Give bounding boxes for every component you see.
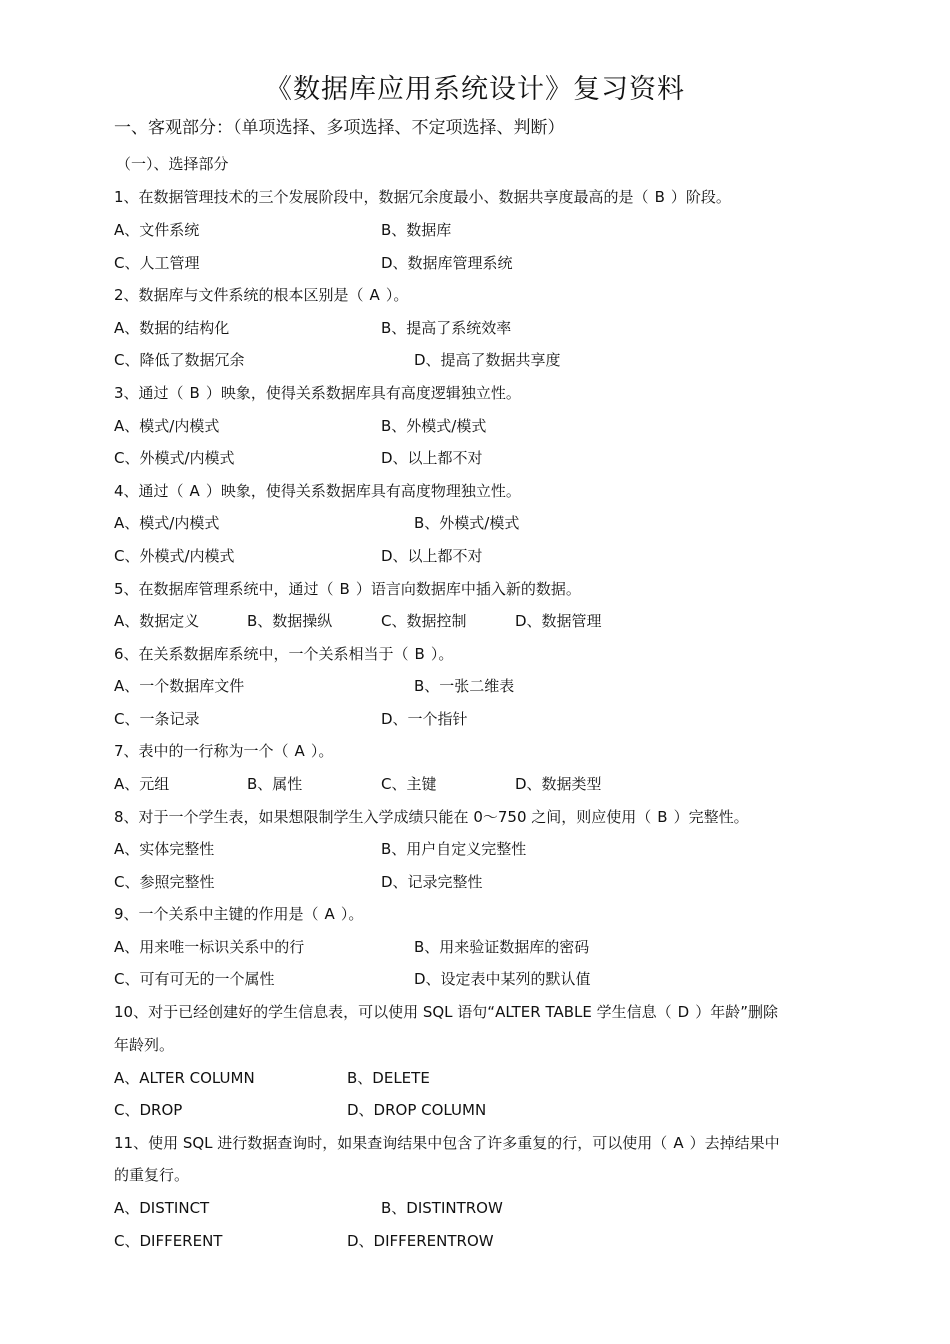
question-text: 10、对于已经创建好的学生信息表，可以使用 SQL 语句“ALTER TABLE 学生信息（ (114, 1003, 672, 1021)
question-10-continued: 年龄列。 (114, 1036, 175, 1054)
option-b: B、外模式/模式 (414, 514, 520, 532)
question-text-end: ）年龄”删除 (695, 1003, 778, 1021)
answer: A (673, 1134, 684, 1152)
option-a: A、实体完整性 (114, 840, 215, 858)
option-a: A、元组 (114, 775, 170, 793)
option-c: C、人工管理 (114, 254, 200, 272)
question-11 (114, 1132, 854, 1154)
option-d: D、设定表中某列的默认值 (414, 970, 591, 988)
answer: B (414, 645, 425, 663)
option-c: C、参照完整性 (114, 873, 215, 891)
answer: B (339, 580, 350, 598)
option-a: A、一个数据库文件 (114, 677, 245, 695)
question-text: 7、表中的一行称为一个（ (114, 742, 289, 760)
question-text-end: ）映象，使得关系数据库具有高度物理独立性。 (205, 482, 521, 500)
question-text-end: ）。 (385, 286, 409, 304)
section-heading: 一、客观部分：（单项选择、多项选择、不定项选择、判断） (114, 118, 565, 138)
option-c: C、DROP (114, 1101, 183, 1119)
option-d: D、一个指针 (381, 710, 468, 728)
question-text-end: ）语言向数据库中插入新的数据。 (355, 580, 581, 598)
question-8 (114, 806, 854, 828)
question-text: 2、数据库与文件系统的根本区别是（ (114, 286, 364, 304)
option-c: C、DIFFERENT (114, 1232, 223, 1250)
option-b: B、用户自定义完整性 (381, 840, 527, 858)
question-7 (114, 740, 854, 762)
question-text: 9、一个关系中主键的作用是（ (114, 905, 319, 923)
question-text: 5、在数据库管理系统中，通过（ (114, 580, 334, 598)
question-text-end: ）阶段。 (670, 188, 731, 206)
option-d: D、数据库管理系统 (381, 254, 513, 272)
option-d: D、数据管理 (515, 612, 602, 630)
option-d: D、DROP COLUMN (347, 1101, 487, 1119)
option-c: C、主键 (381, 775, 437, 793)
question-text: 3、通过（ (114, 384, 184, 402)
question-text: 4、通过（ (114, 482, 184, 500)
option-b: B、数据库 (381, 221, 452, 239)
option-a: A、文件系统 (114, 221, 200, 239)
question-6 (114, 643, 854, 665)
option-c: C、外模式/内模式 (114, 547, 235, 565)
option-c: C、降低了数据冗余 (114, 351, 245, 369)
question-2 (114, 284, 854, 306)
answer: A (189, 482, 200, 500)
question-text: 6、在关系数据库系统中，一个关系相当于（ (114, 645, 409, 663)
option-c: C、可有可无的一个属性 (114, 970, 275, 988)
option-d: D、以上都不对 (381, 547, 483, 565)
question-5 (114, 578, 854, 600)
question-text: 1、在数据管理技术的三个发展阶段中，数据冗余度最小、数据共享度最高的是（ (114, 188, 649, 206)
option-d: D、提高了数据共享度 (414, 351, 561, 369)
option-b: B、DISTINTROW (381, 1199, 503, 1217)
question-10 (114, 1001, 854, 1023)
question-3 (114, 382, 854, 404)
question-1 (114, 186, 854, 208)
question-text: 8、对于一个学生表，如果想限制学生入学成绩只能在 0～750 之间，则应使用（ (114, 808, 652, 826)
option-b: B、数据操纵 (247, 612, 333, 630)
option-d: D、数据类型 (515, 775, 602, 793)
answer: D (677, 1003, 690, 1021)
option-c: C、一条记录 (114, 710, 200, 728)
answer: A (324, 905, 335, 923)
option-b: B、外模式/模式 (381, 417, 487, 435)
question-text-end: ）。 (430, 645, 454, 663)
option-b: B、属性 (247, 775, 303, 793)
question-text-end: ）。 (340, 905, 364, 923)
option-a: A、数据的结构化 (114, 319, 230, 337)
answer: B (657, 808, 668, 826)
option-d: D、DIFFERENTROW (347, 1232, 494, 1250)
subsection-heading: （一）、选择部分 (116, 155, 229, 173)
option-a: A、模式/内模式 (114, 514, 220, 532)
answer: A (369, 286, 380, 304)
question-4 (114, 480, 854, 502)
option-a: A、用来唯一标识关系中的行 (114, 938, 305, 956)
option-a: A、数据定义 (114, 612, 200, 630)
option-d: D、以上都不对 (381, 449, 483, 467)
answer: B (654, 188, 665, 206)
option-b: B、DELETE (347, 1069, 430, 1087)
question-text-end: ）。 (310, 742, 334, 760)
option-c: C、数据控制 (381, 612, 467, 630)
option-a: A、ALTER COLUMN (114, 1069, 255, 1087)
option-b: B、一张二维表 (414, 677, 515, 695)
question-text-end: ）去掉结果中 (689, 1134, 780, 1152)
question-text: 11、使用 SQL 进行数据查询时，如果查询结果中包含了许多重复的行，可以使用（ (114, 1134, 668, 1152)
page-title: 《数据库应用系统设计》复习资料 (265, 74, 685, 105)
option-d: D、记录完整性 (381, 873, 483, 891)
option-b: B、用来验证数据库的密码 (414, 938, 590, 956)
option-a: A、DISTINCT (114, 1199, 210, 1217)
question-text-end: ）完整性。 (673, 808, 749, 826)
answer: B (189, 384, 200, 402)
question-text-end: ）映象，使得关系数据库具有高度逻辑独立性。 (205, 384, 521, 402)
option-b: B、提高了系统效率 (381, 319, 512, 337)
answer: A (294, 742, 305, 760)
option-a: A、模式/内模式 (114, 417, 220, 435)
question-11-continued: 的重复行。 (114, 1166, 190, 1184)
option-c: C、外模式/内模式 (114, 449, 235, 467)
question-9 (114, 903, 854, 925)
